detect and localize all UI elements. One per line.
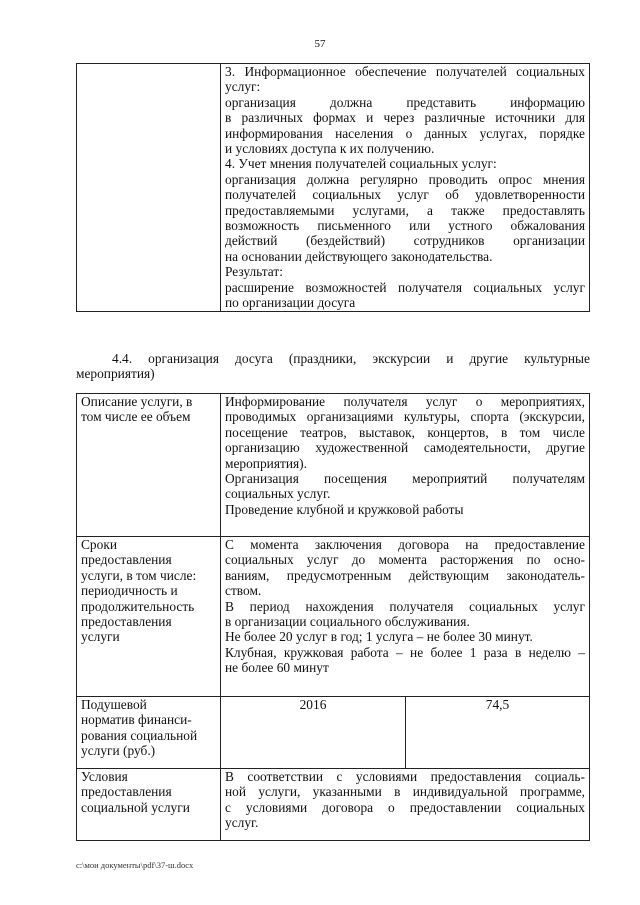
text-line: и условиях доступа к их получению.	[225, 141, 435, 157]
text-line: проводимых организациями культуры, спорта (экскурсии,	[225, 409, 585, 425]
footer-file-path: c:\мои документы\pdf\37-ш.docx	[76, 860, 194, 870]
label-line: Подушевой	[81, 697, 147, 712]
text-line: мероприятия).	[225, 455, 307, 471]
text-line: не более 60 минут	[225, 660, 329, 676]
label-line: Описание услуги, в	[81, 394, 193, 409]
description-content-cell	[221, 394, 590, 537]
label-line: предоставления	[81, 552, 172, 568]
text-line: с условиями договора о предоставлении социальных	[225, 799, 585, 815]
text-line: ной услуги, указанными в индивидуальной программе,	[225, 784, 585, 800]
text-line: Не более 20 услуг в год; 1 услуга – не более 30 минут.	[225, 629, 533, 645]
text-line: Организация посещения мероприятий получателям	[225, 471, 585, 487]
terms-content-cell	[221, 537, 590, 697]
table-row	[77, 697, 590, 769]
text-line: 4. Учет мнения получателей социальных услуг:	[225, 156, 497, 172]
label-line: рования социальной	[81, 727, 198, 743]
label-line: социальной услуги	[81, 799, 190, 815]
table-row	[77, 769, 590, 841]
text-line: на основании действующего законодательства.	[225, 248, 493, 264]
text-line: ством.	[225, 583, 262, 599]
label-line: норматив финанси-	[81, 712, 192, 728]
section-heading	[76, 351, 590, 382]
text-line: 3. Информационное обеспечение получателей социальных	[225, 64, 585, 79]
label-line: предоставления	[81, 784, 172, 800]
description-label-cell	[77, 394, 221, 537]
conditions-label-cell	[77, 769, 221, 841]
page-number: 57	[314, 38, 326, 50]
text-line: В соответствии с условиями предоставления социаль-	[225, 769, 585, 784]
text-line: Результат:	[225, 264, 283, 280]
label-line: том числе ее объем	[81, 409, 191, 425]
label-line: Сроки	[81, 537, 117, 552]
text-line: ваниям, предусмотренным действующим законодатель-	[225, 567, 585, 583]
norm-value-cell: 74,5	[406, 697, 590, 769]
text-line: получателей социальных услуг об удовлетворенности	[225, 187, 585, 203]
text-line: социальных услуг.	[225, 486, 331, 502]
section-heading-line: мероприятия)	[76, 366, 155, 382]
text-line: действий (бездействий) сотрудников организации	[225, 233, 585, 249]
text-line: организация должна представить информацию	[225, 94, 585, 110]
conditions-content-cell	[221, 769, 590, 841]
text-line: предоставляемыми услугами, а также предоставлять	[225, 202, 585, 218]
label-line: услуги	[81, 629, 120, 645]
text-line: информирования населения о данных услугах, порядке	[225, 125, 585, 141]
table-row	[77, 537, 590, 697]
text-line: С момента заключения договора на предоставление	[225, 537, 585, 552]
text-line: услуг:	[225, 79, 261, 95]
text-line: возможность письменного или устного обжалования	[225, 218, 585, 234]
section-heading-line: 4.4. организация досуга (праздники, экскурсии и другие культурные	[112, 351, 590, 366]
text-line: В период нахождения получателя социальных услуг	[225, 598, 585, 614]
text-line: услуг.	[225, 815, 259, 831]
continuation-content-cell	[221, 64, 590, 312]
table-row	[77, 394, 590, 537]
service-table	[76, 393, 590, 841]
table-row	[77, 64, 590, 312]
norm-year-cell: 2016	[221, 697, 406, 769]
label-line: продолжительность	[81, 598, 195, 614]
text-line: посещение театров, выставок, концертов, в том числе	[225, 424, 585, 440]
continuation-table	[76, 63, 590, 312]
text-line: в организации социального обслуживания.	[225, 614, 470, 630]
label-line: предоставления	[81, 614, 172, 630]
text-line: Информирование получателя услуг о мероприятиях,	[225, 394, 585, 409]
text-line: в различных формах и через различные источники для	[225, 110, 585, 126]
text-line: Проведение клубной и кружковой работы	[225, 501, 464, 517]
text-line: по организации досуга	[225, 295, 356, 311]
terms-label-cell	[77, 537, 221, 697]
norm-label-cell	[77, 697, 221, 769]
text-line: организацию художественной самодеятельности, другие	[225, 440, 585, 456]
empty-label-cell	[77, 64, 221, 312]
text-line: организация должна регулярно проводить опрос мнения	[225, 171, 585, 187]
label-line: услуги (руб.)	[81, 743, 156, 759]
text-line: расширение возможностей получателя социальных услуг	[225, 279, 585, 295]
label-line: услуги, в том числе:	[81, 567, 197, 583]
label-line: Условия	[81, 769, 128, 784]
label-line: периодичность и	[81, 583, 178, 599]
text-line: социальных услуг до момента расторжения по осно-	[225, 552, 585, 568]
text-line: Клубная, кружковая работа – не более 1 раза в неделю –	[225, 644, 585, 660]
